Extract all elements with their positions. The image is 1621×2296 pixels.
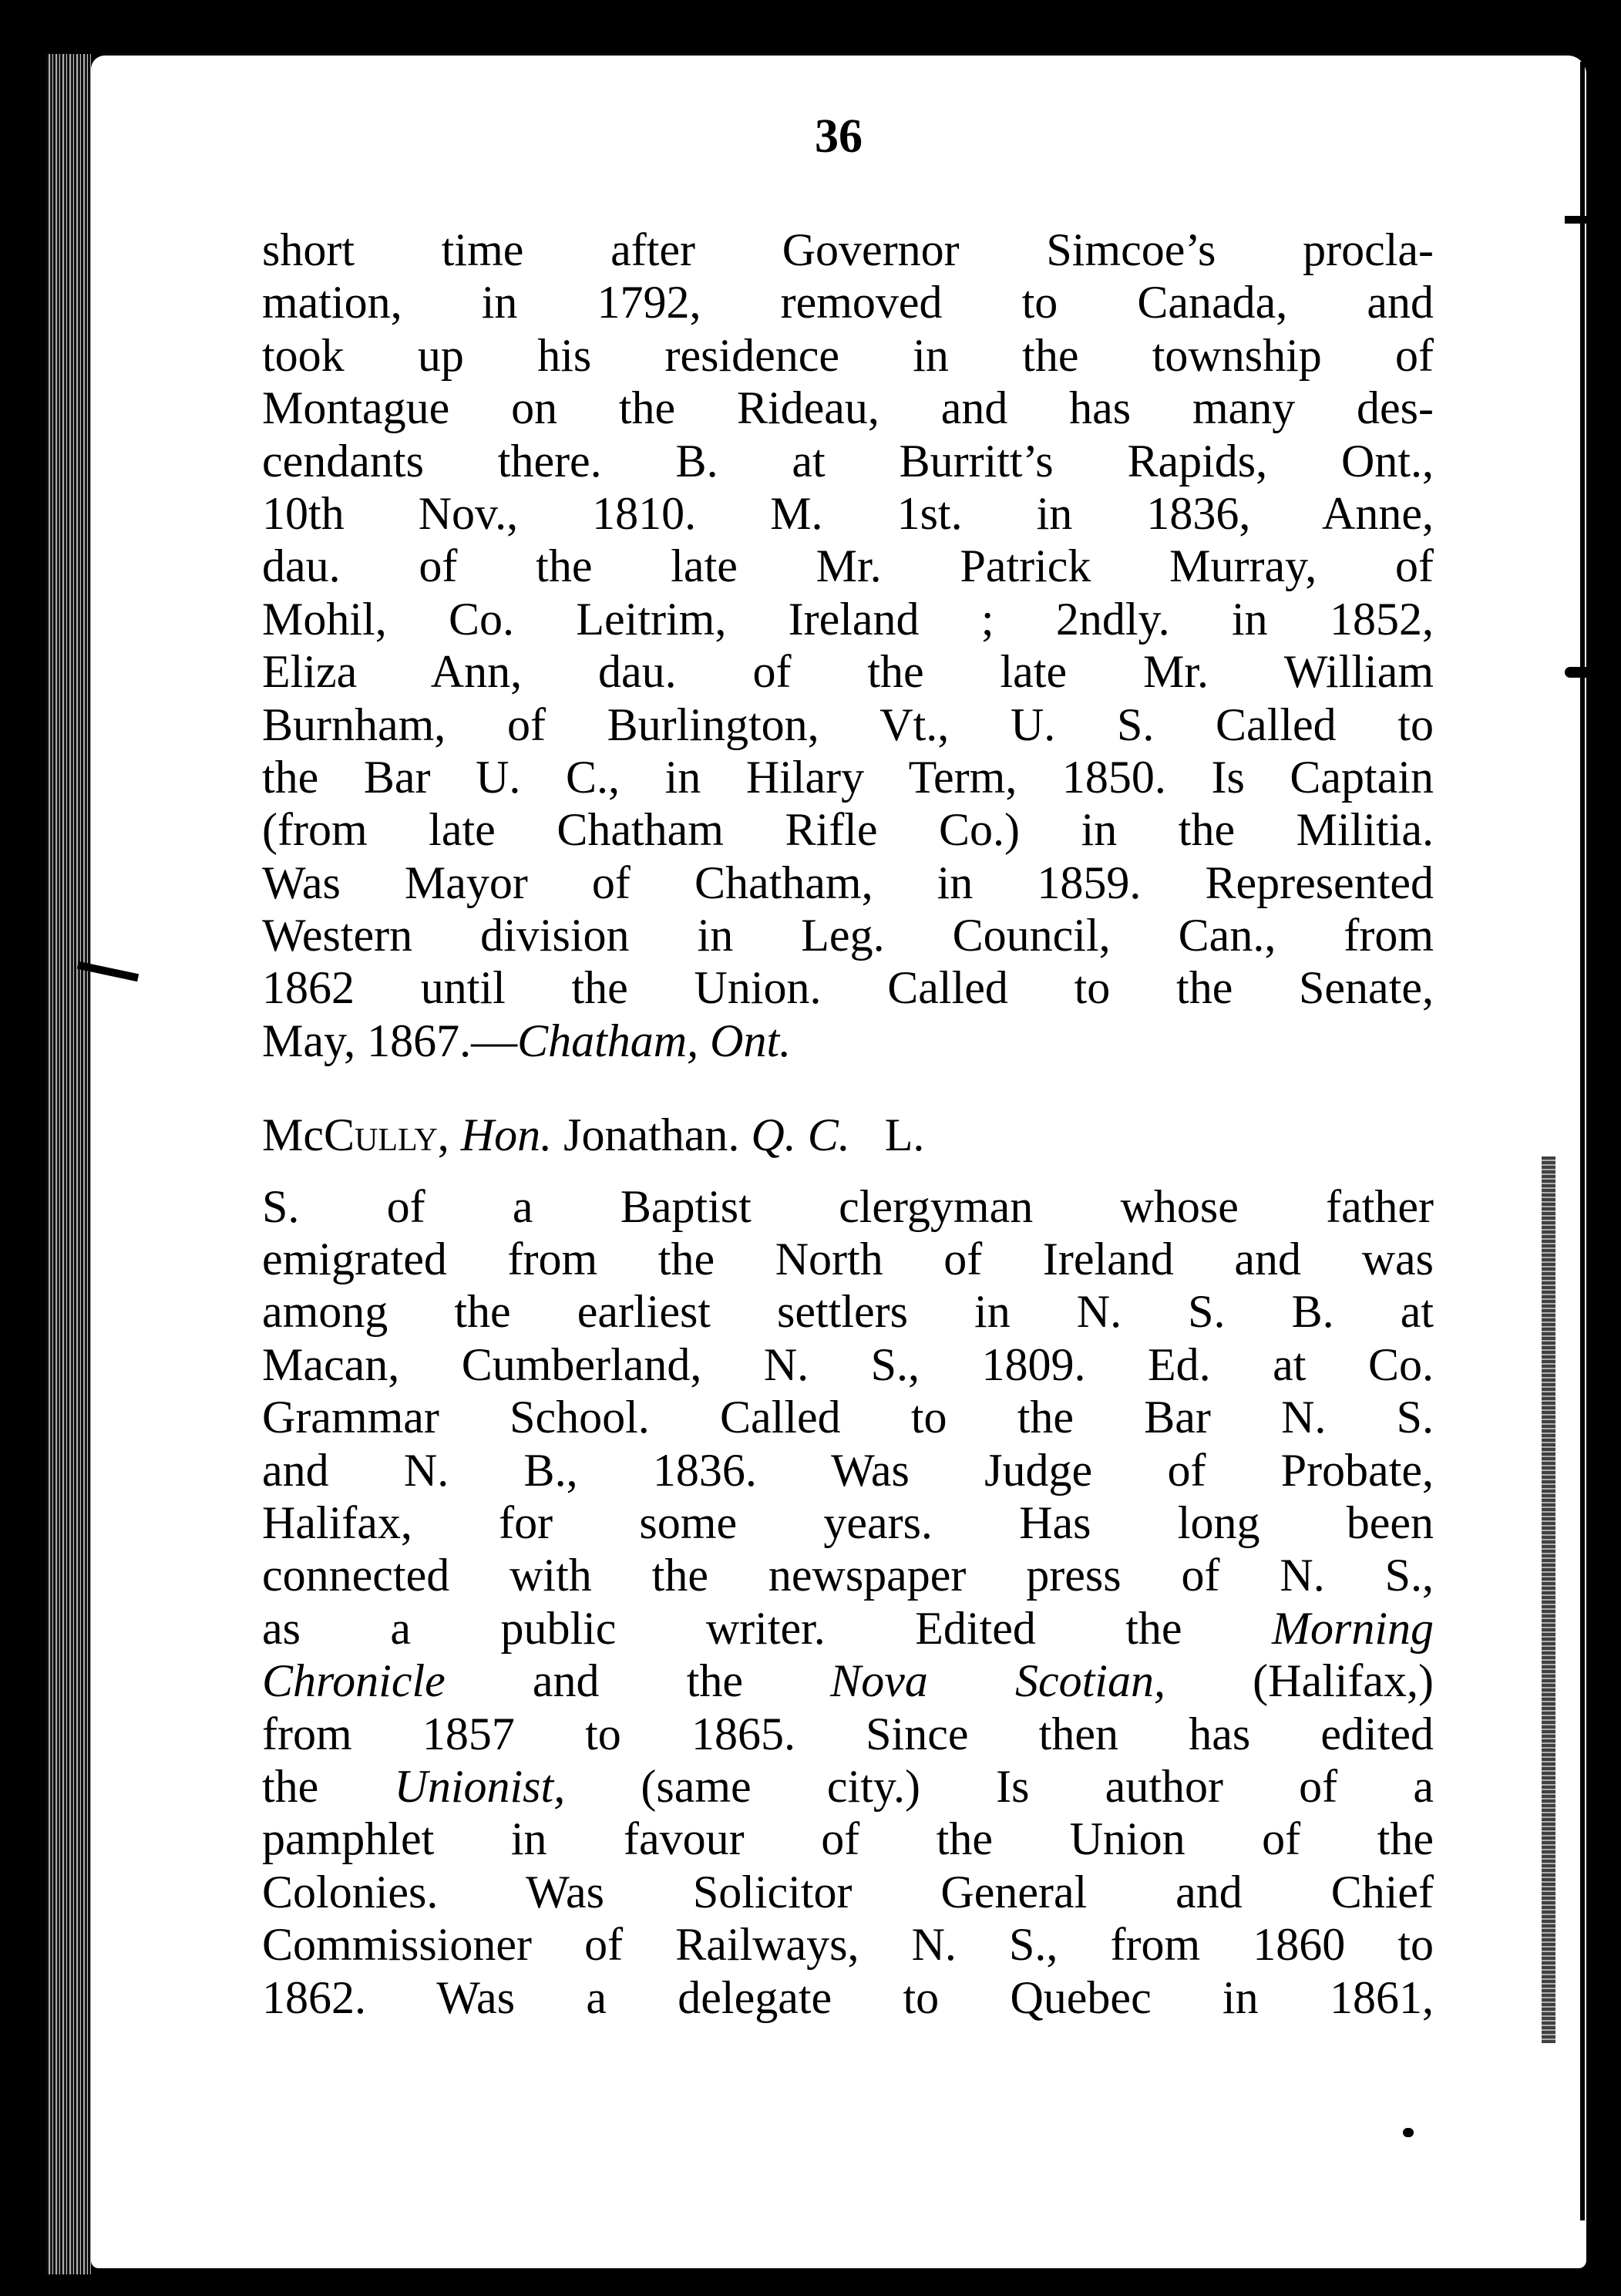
text-line: S. of a Baptist clergyman whose father <box>262 1180 1434 1232</box>
text-line <box>262 1760 1434 1813</box>
newspaper-title: Nova Scotian, <box>830 1655 1165 1707</box>
separator: , <box>437 1109 449 1161</box>
text-line: short time after Governor Simcoe’s procla- <box>262 224 1434 275</box>
margin-mark-right-mid <box>1565 667 1611 678</box>
text-line: Colonies. Was Solicitor General and Chief <box>262 1866 1434 1917</box>
text-line: 10th Nov., 1810. M. 1st. in 1836, Anne, <box>262 487 1434 539</box>
surname-rest: ully <box>355 1109 438 1161</box>
text-line: took up his residence in the township of <box>262 329 1434 381</box>
text-line: pamphlet in favour of the Union of the <box>262 1813 1434 1865</box>
honorific: Hon. <box>460 1109 553 1161</box>
text-run: as a public writer. Edited the <box>262 1602 1272 1654</box>
text-line: Eliza Ann, dau. of the late Mr. William <box>262 646 1434 698</box>
text-line: 1862 until the Union. Called to the Senate, <box>262 962 1434 1014</box>
surname-initial: McC <box>262 1109 355 1161</box>
text-run: May, 1867.— <box>262 1015 518 1066</box>
book-binding-right <box>1542 1156 1555 2043</box>
newspaper-title: Chronicle <box>262 1655 446 1707</box>
text-line: and N. B., 1836. Was Judge of Probate, <box>262 1444 1434 1496</box>
text-line: connected with the newspaper press of N. S., <box>262 1550 1434 1601</box>
ink-speck-bottom <box>1403 2128 1414 2137</box>
text-line: (from late Chatham Rifle Co.) in the Militia. <box>262 804 1434 856</box>
page-edge-right <box>1580 62 1585 2220</box>
place-name: Chatham, Ont. <box>517 1015 792 1066</box>
text-line: the Bar U. C., in Hilary Term, 1850. Is Captain <box>262 751 1434 803</box>
text-line: Burnham, of Burlington, Vt., U. S. Called to <box>262 699 1434 750</box>
affiliation-letter: L. <box>884 1109 925 1161</box>
text-run: (same city.) Is author of a <box>565 1760 1434 1812</box>
text-line: among the earliest settlers in N. S. B. at <box>262 1286 1434 1338</box>
text-line: 1862. Was a delegate to Quebec in 1861, <box>262 1971 1434 2023</box>
given-name: Jonathan. <box>563 1109 740 1161</box>
entry-1 <box>262 224 1434 1067</box>
text-line: Montague on the Rideau, and has many des- <box>262 382 1434 434</box>
text-line: Mohil, Co. Leitrim, Ireland ; 2ndly. in 1852, <box>262 593 1434 645</box>
entry-2 <box>262 1180 1434 2024</box>
text-block <box>262 224 1434 2024</box>
page-number: 36 <box>815 110 863 163</box>
text-line: mation, in 1792, removed to Canada, and <box>262 277 1434 328</box>
newspaper-title: Morning <box>1272 1602 1434 1654</box>
qc-designation: Q. C. <box>751 1109 850 1161</box>
entry-heading <box>262 1109 1434 1161</box>
text-line: Macan, Cumberland, N. S., 1809. Ed. at Co. <box>262 1338 1434 1390</box>
text-line: dau. of the late Mr. Patrick Murray, of <box>262 540 1434 592</box>
text-line: Western division in Leg. Council, Can., from <box>262 910 1434 961</box>
book-binding-left <box>46 54 91 2274</box>
text-line: Commissioner of Railways, N. S., from 1860 to <box>262 1919 1434 1971</box>
text-line: cendants there. B. at Burritt’s Rapids, Ont., <box>262 435 1434 486</box>
text-line: Halifax, for some years. Has long been <box>262 1496 1434 1548</box>
text-line: Grammar School. Called to the Bar N. S. <box>262 1392 1434 1443</box>
text-line: from 1857 to 1865. Since then has edited <box>262 1708 1434 1759</box>
text-run: (Halifax,) <box>1165 1655 1434 1707</box>
margin-mark-right-top <box>1565 216 1619 224</box>
text-line: Was Mayor of Chatham, in 1859. Represented <box>262 857 1434 908</box>
text-line-last <box>262 1015 1434 1067</box>
text-run: and the <box>445 1655 831 1707</box>
text-line <box>262 1602 1434 1655</box>
text-line: emigrated from the North of Ireland and was <box>262 1234 1434 1285</box>
text-run: the <box>262 1760 395 1812</box>
text-line <box>262 1655 1434 1707</box>
newspaper-title: Unionist, <box>394 1760 566 1812</box>
